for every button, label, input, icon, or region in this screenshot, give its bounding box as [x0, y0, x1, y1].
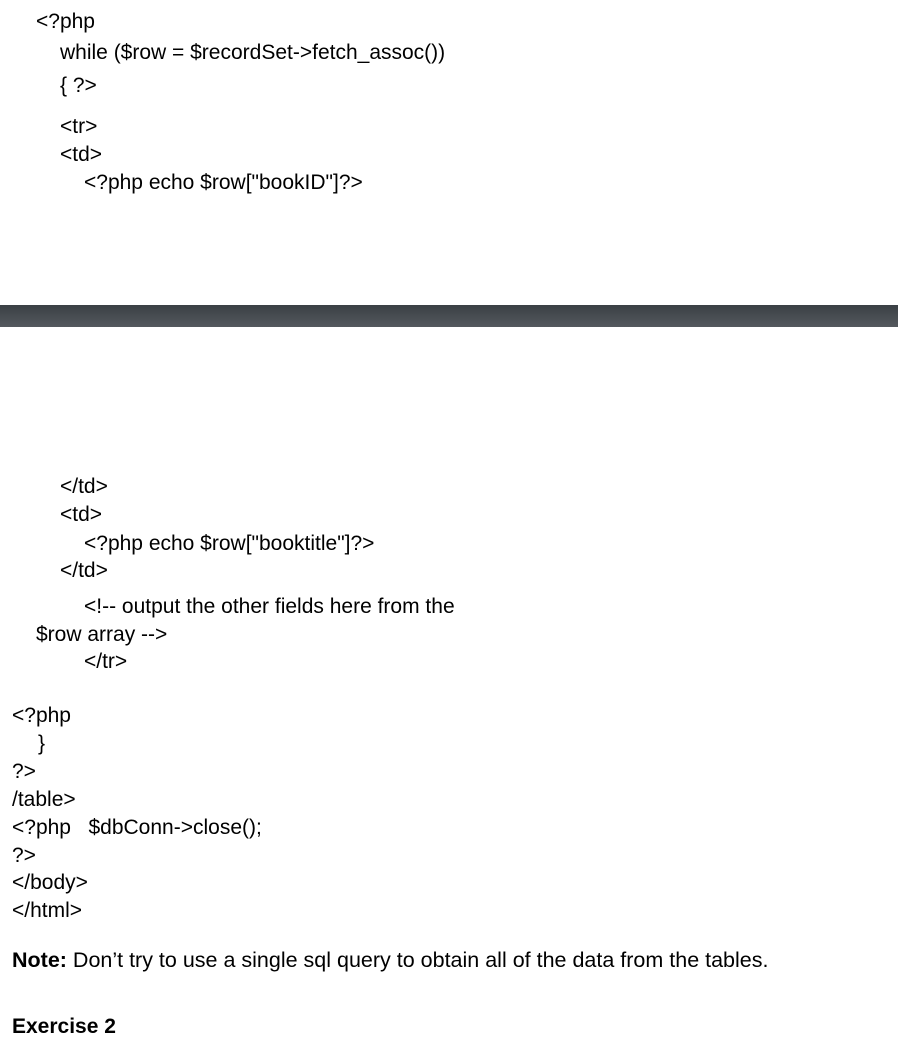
note-paragraph [12, 946, 768, 974]
next-section-heading: Exercise 2 [12, 1015, 116, 1038]
note-label: Note: [12, 948, 67, 972]
note-text: Don’t try to use a single sql query to obtain all of the data from the tables. [66, 948, 769, 972]
code-line: </html> [12, 899, 83, 922]
code-snippet-bottom [0, 327, 898, 1024]
code-comment-line: <!-- output the other fields here from the [84, 595, 455, 618]
code-line: <?php echo $row["booktitle"]?> [84, 532, 375, 555]
code-line: </body> [12, 871, 88, 894]
code-line: <?php [12, 704, 71, 727]
code-line: <?php $dbConn->close(); [12, 816, 262, 839]
code-line: </td> [60, 475, 108, 498]
code-line: { ?> [60, 74, 97, 97]
code-line: } [38, 732, 46, 755]
code-line: <td> [60, 503, 103, 526]
code-snippet-top [0, 0, 898, 305]
code-line: </tr> [84, 650, 128, 673]
code-line: ?> [12, 844, 36, 867]
code-comment-line: $row array --> [36, 623, 168, 646]
code-line: /table> [12, 788, 76, 811]
code-line: ?> [12, 760, 36, 783]
section-divider-bar [0, 305, 898, 327]
code-line: <?php [36, 10, 95, 33]
code-line: while ($row = $recordSet->fetch_assoc()) [60, 41, 446, 64]
code-line: </td> [60, 559, 108, 582]
code-line: <td> [60, 143, 103, 166]
code-line: <?php echo $row["bookID"]?> [84, 171, 363, 194]
code-line: <tr> [60, 115, 98, 138]
